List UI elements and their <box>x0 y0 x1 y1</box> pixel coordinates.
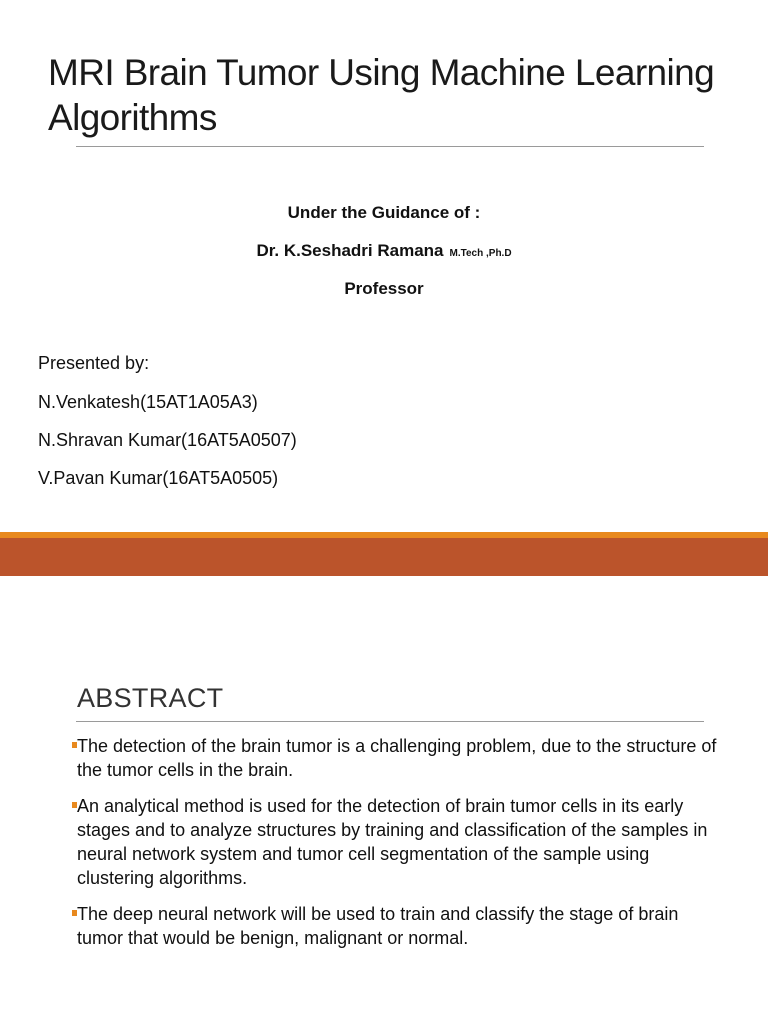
bullet-square-icon <box>72 910 77 916</box>
abstract-bullet-list <box>77 734 717 962</box>
slide-separator-band <box>0 538 768 576</box>
guide-name: Dr. K.Seshadri Ramana <box>256 241 444 260</box>
guide-role: Professor <box>344 279 424 298</box>
guidance-label: Under the Guidance of : <box>287 203 481 222</box>
presented-by-label: Presented by: <box>38 353 150 373</box>
guide-name-line <box>0 241 768 261</box>
bullet-square-icon <box>72 802 77 808</box>
bullet-text: An analytical method is used for the detection of brain tumor cells in its early stages and to analyze structures by training and classification of the samples in neural network system and tumor cell segmentation of the sample using clustering algorithms. <box>77 796 708 888</box>
slide-title: MRI Brain Tumor Using Machine Learning Algorithms <box>48 52 715 138</box>
presenter-item: N.Shravan Kumar(16AT5A0507) <box>38 430 297 450</box>
presenter-item: V.Pavan Kumar(16AT5A0505) <box>38 468 279 488</box>
bullet-item <box>77 902 717 950</box>
bullet-text: The detection of the brain tumor is a challenging problem, due to the structure of the tumor cells in the brain. <box>77 736 717 780</box>
guide-degree: M.Tech ,Ph.D <box>449 248 512 259</box>
abstract-divider <box>76 721 704 722</box>
bullet-item <box>77 794 717 890</box>
title-divider <box>76 146 704 147</box>
bullet-square-icon <box>72 742 77 748</box>
bullet-text: The deep neural network will be used to train and classify the stage of brain tumor that would be benign, malignant or normal. <box>77 904 679 948</box>
abstract-title: ABSTRACT <box>77 683 224 713</box>
bullet-item <box>77 734 717 782</box>
presenter-item: N.Venkatesh(15AT1A05A3) <box>38 392 258 412</box>
